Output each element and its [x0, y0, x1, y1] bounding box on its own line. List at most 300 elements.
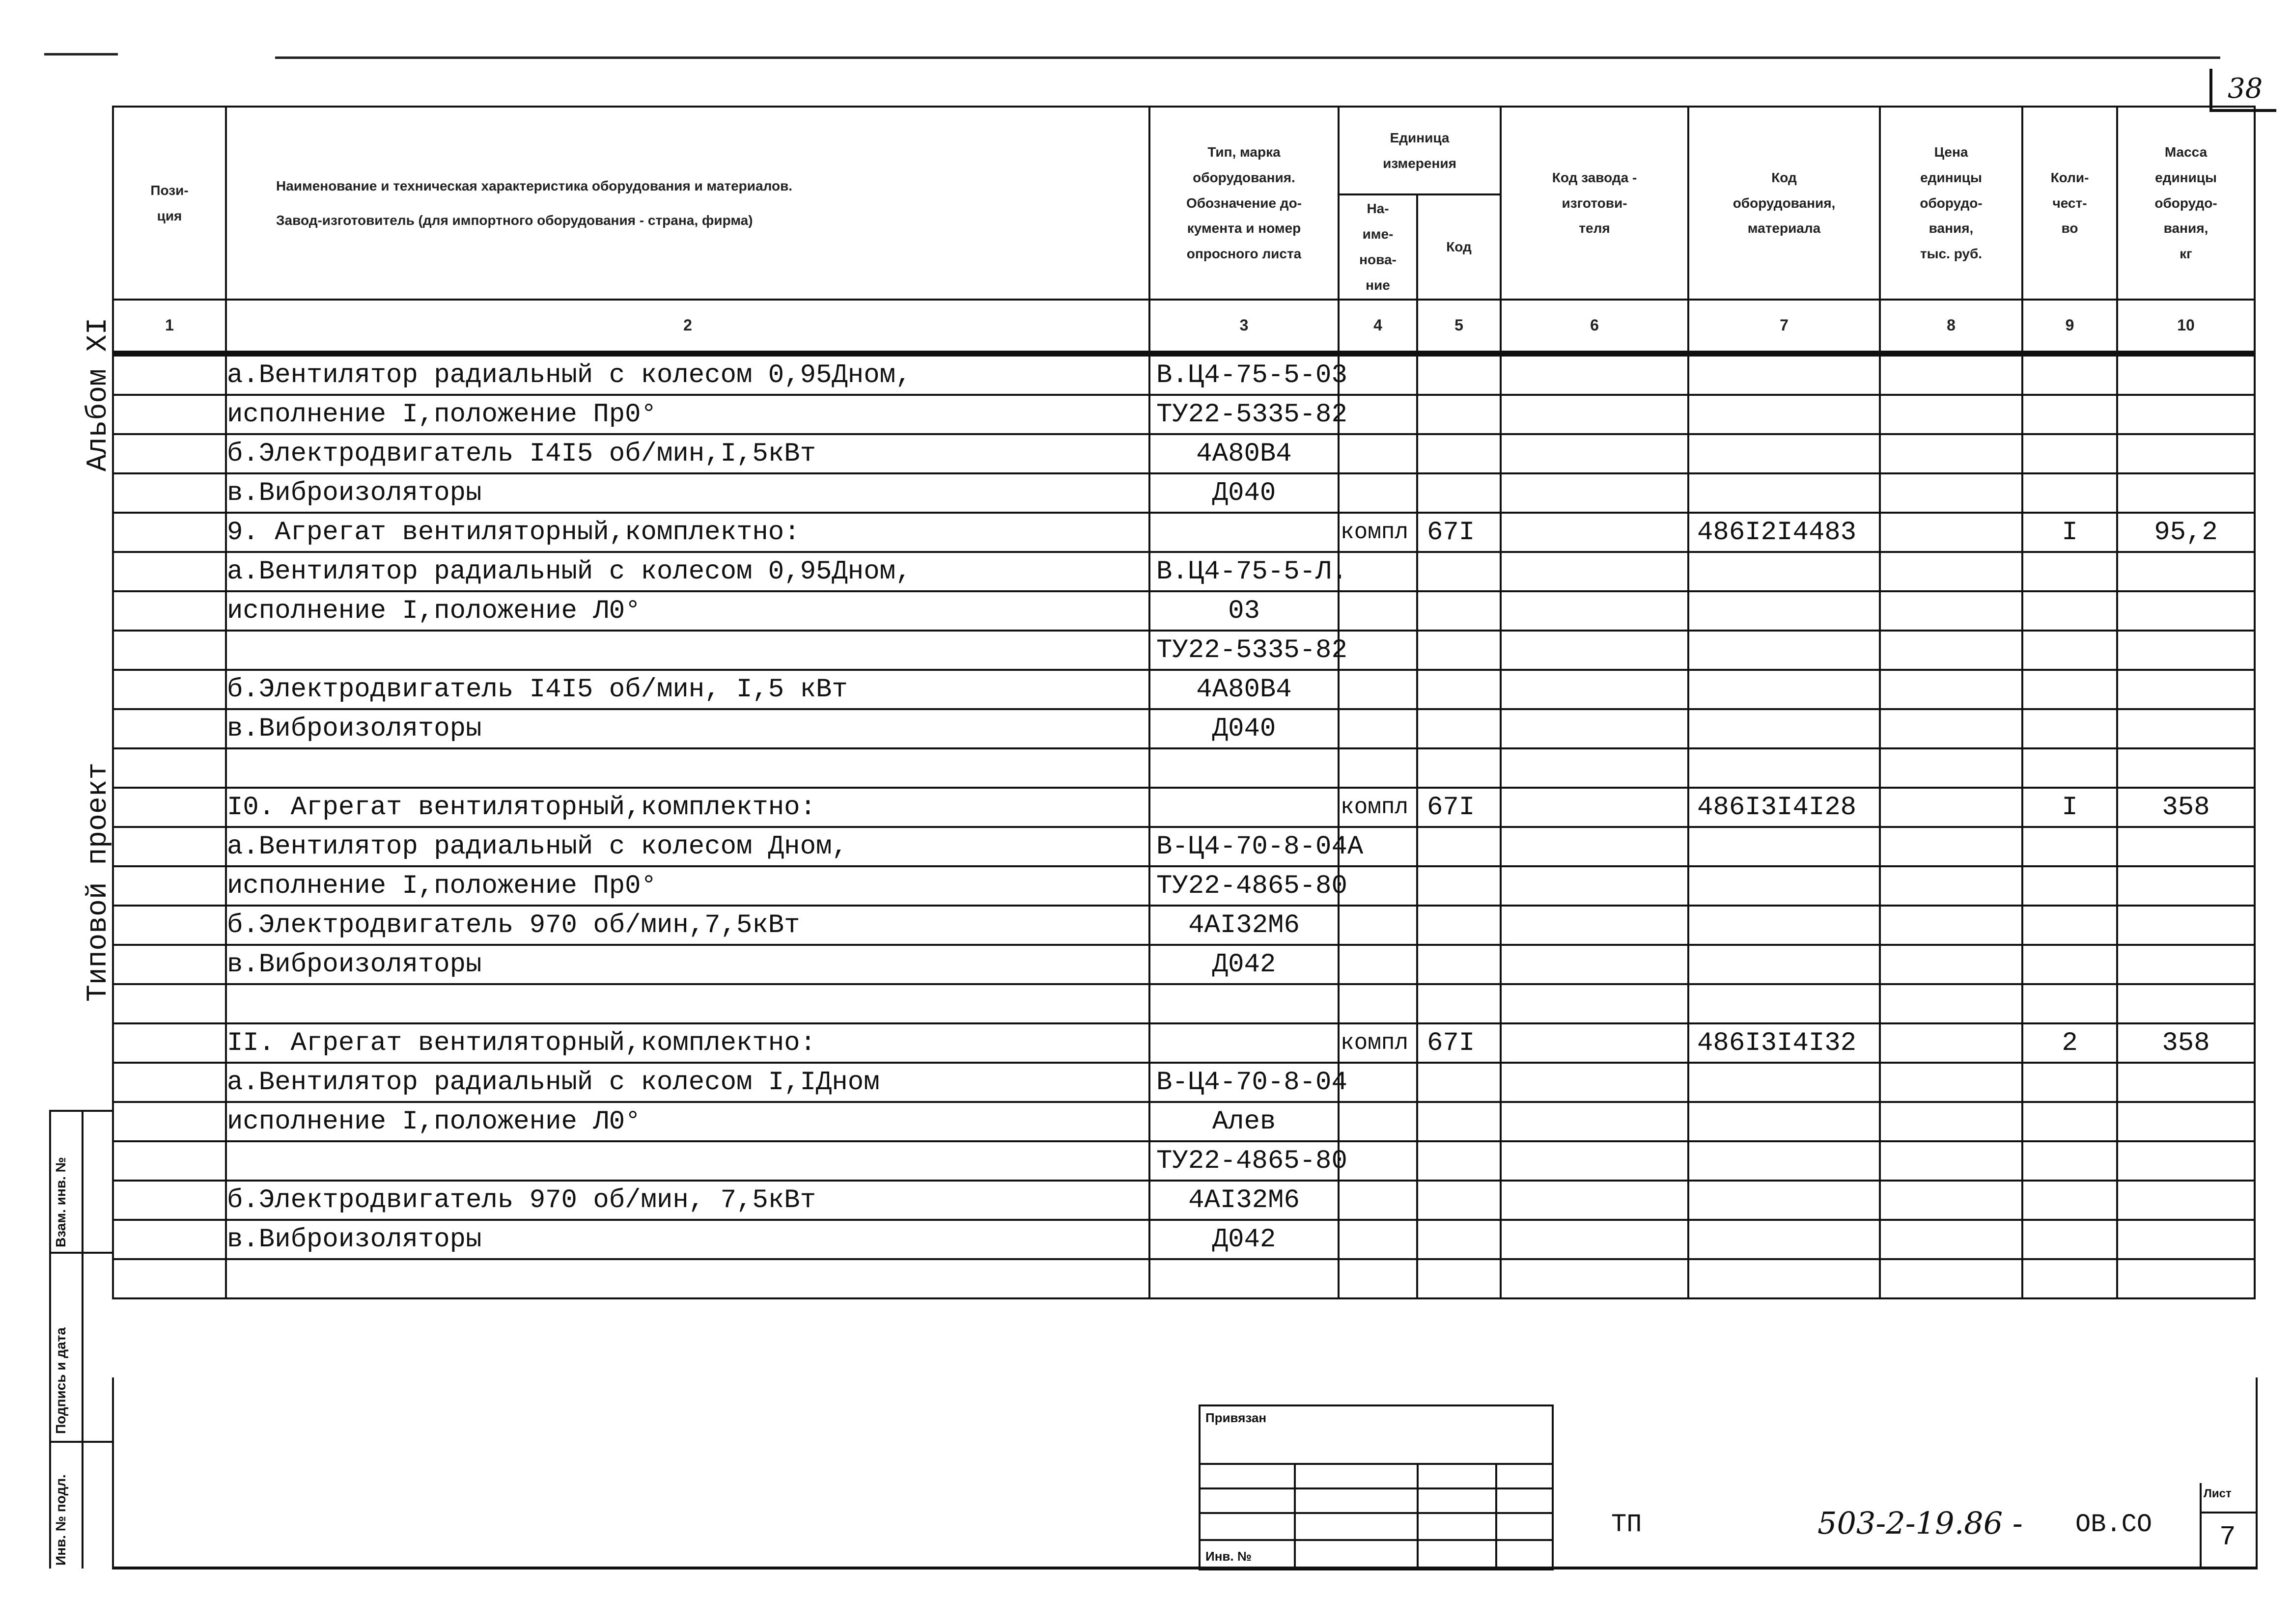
item-name-cell: исполнение I,положение Л0°	[226, 591, 1149, 631]
unit-name-cell	[1339, 473, 1417, 513]
factory-code-cell	[1501, 1063, 1688, 1102]
table-row	[113, 354, 2255, 395]
unit-code-cell: 67I	[1417, 513, 1501, 552]
item-name-cell	[226, 631, 1149, 670]
position-cell	[113, 1141, 226, 1181]
unit-name-cell	[1339, 866, 1417, 906]
item-type-cell: Д040	[1149, 709, 1339, 748]
price-cell	[1880, 670, 2022, 709]
mass-cell	[2117, 945, 2255, 984]
mass-cell	[2117, 1102, 2255, 1141]
item-type-cell: ТУ22-4865-80	[1149, 1141, 1339, 1181]
unit-name-cell	[1339, 1181, 1417, 1220]
table-row	[113, 395, 2255, 434]
quantity-cell: I	[2022, 513, 2117, 552]
table-row	[113, 866, 2255, 906]
item-name-cell: а.Вентилятор радиальный с колесом 0,95Дном,	[226, 354, 1149, 395]
equipment-code-cell: 486I2I4483	[1688, 513, 1880, 552]
position-cell	[113, 354, 226, 395]
item-name-cell: в.Виброизоляторы	[226, 473, 1149, 513]
table-row	[113, 1063, 2255, 1102]
equipment-code-cell	[1688, 866, 1880, 906]
price-cell	[1880, 788, 2022, 827]
column-number: 7	[1688, 300, 1880, 354]
item-type-cell: 03	[1149, 591, 1339, 631]
unit-code-cell	[1417, 354, 1501, 395]
quantity-cell	[2022, 866, 2117, 906]
item-name-cell: I0. Агрегат вентиляторный,комплектно:	[226, 788, 1149, 827]
equipment-code-cell	[1688, 1259, 1880, 1298]
factory-code-cell	[1501, 906, 1688, 945]
unit-name-cell	[1339, 354, 1417, 395]
quantity-cell	[2022, 473, 2117, 513]
item-name-cell: б.Электродвигатель I4I5 об/мин, I,5 кВт	[226, 670, 1149, 709]
quantity-cell	[2022, 709, 2117, 748]
item-name-cell: исполнение I,положение Л0°	[226, 1102, 1149, 1141]
factory-code-cell	[1501, 1259, 1688, 1298]
equipment-code-cell	[1688, 709, 1880, 748]
mass-cell	[2117, 434, 2255, 473]
position-cell	[113, 748, 226, 788]
header-equipment-code: Код оборудования, материала	[1688, 107, 1880, 300]
position-cell	[113, 591, 226, 631]
quantity-cell: I	[2022, 788, 2117, 827]
table-row	[113, 1141, 2255, 1181]
table-row	[113, 1220, 2255, 1259]
quantity-cell	[2022, 1259, 2117, 1298]
price-cell	[1880, 984, 2022, 1023]
table-row	[113, 1102, 2255, 1141]
scan-line	[275, 56, 2220, 59]
equipment-code-cell	[1688, 631, 1880, 670]
equipment-code-cell	[1688, 748, 1880, 788]
item-type-cell	[1149, 748, 1339, 788]
stamp-sign-label: Подпись и дата	[53, 1327, 68, 1434]
position-cell	[113, 906, 226, 945]
unit-name-cell	[1339, 945, 1417, 984]
unit-code-cell: 67I	[1417, 788, 1501, 827]
price-cell	[1880, 1102, 2022, 1141]
inventory-number-label: Инв. №	[1205, 1549, 1252, 1564]
item-name-cell: исполнение I,положение Пр0°	[226, 866, 1149, 906]
quantity-cell	[2022, 1141, 2117, 1181]
table-row	[113, 552, 2255, 591]
factory-code-cell	[1501, 748, 1688, 788]
equipment-code-cell	[1688, 1220, 1880, 1259]
item-type-cell	[1149, 788, 1339, 827]
column-number: 2	[226, 300, 1149, 354]
factory-code-cell	[1501, 1220, 1688, 1259]
item-name-cell: 9. Агрегат вентиляторный,комплектно:	[226, 513, 1149, 552]
mass-cell	[2117, 866, 2255, 906]
unit-code-cell	[1417, 709, 1501, 748]
table-row	[113, 827, 2255, 866]
unit-code-cell	[1417, 670, 1501, 709]
position-cell	[113, 631, 226, 670]
equipment-code-cell	[1688, 354, 1880, 395]
factory-code-cell	[1501, 395, 1688, 434]
item-name-cell: а.Вентилятор радиальный с колесом Дном,	[226, 827, 1149, 866]
position-cell	[113, 670, 226, 709]
price-cell	[1880, 827, 2022, 866]
price-cell	[1880, 1220, 2022, 1259]
unit-code-cell: 67I	[1417, 1023, 1501, 1063]
specification-table	[112, 106, 2256, 1299]
unit-name-cell	[1339, 1220, 1417, 1259]
position-cell	[113, 552, 226, 591]
table-row	[113, 434, 2255, 473]
unit-code-cell	[1417, 395, 1501, 434]
price-cell	[1880, 1141, 2022, 1181]
item-name-cell: в.Виброизоляторы	[226, 709, 1149, 748]
item-type-cell: 4АI32М6	[1149, 906, 1339, 945]
table-row	[113, 1181, 2255, 1220]
mass-cell: 95,2	[2117, 513, 2255, 552]
item-name-cell	[226, 1259, 1149, 1298]
column-number: 9	[2022, 300, 2117, 354]
unit-name-cell	[1339, 1259, 1417, 1298]
price-cell	[1880, 1023, 2022, 1063]
unit-code-cell	[1417, 906, 1501, 945]
item-name-cell	[226, 1141, 1149, 1181]
table-row	[113, 670, 2255, 709]
unit-code-cell	[1417, 434, 1501, 473]
privyazan-box	[1199, 1404, 1554, 1570]
equipment-code-cell: 486I3I4I32	[1688, 1023, 1880, 1063]
price-cell	[1880, 631, 2022, 670]
column-number: 8	[1880, 300, 2022, 354]
unit-name-cell	[1339, 906, 1417, 945]
quantity-cell	[2022, 670, 2117, 709]
header-name: Наименование и техническая характеристика оборудования и материалов. Завод-изготовитель (для импортного оборудования - страна, фирма)	[226, 107, 1149, 300]
position-cell	[113, 1102, 226, 1141]
position-cell	[113, 788, 226, 827]
header-mass: Масса единицы оборудо- вания, кг	[2117, 107, 2255, 300]
factory-code-cell	[1501, 1181, 1688, 1220]
unit-code-cell	[1417, 945, 1501, 984]
unit-code-cell	[1417, 552, 1501, 591]
item-name-cell: II. Агрегат вентиляторный,комплектно:	[226, 1023, 1149, 1063]
table-row	[113, 709, 2255, 748]
document-suffix: ОВ.СО	[2075, 1510, 2152, 1539]
item-type-cell: В.Ц4-75-5-Л.	[1149, 552, 1339, 591]
header-unit: Единица измерения	[1339, 107, 1501, 194]
price-cell	[1880, 513, 2022, 552]
mass-cell	[2117, 1063, 2255, 1102]
item-type-cell: Д042	[1149, 1220, 1339, 1259]
factory-code-cell	[1501, 591, 1688, 631]
mass-cell	[2117, 631, 2255, 670]
mass-cell	[2117, 473, 2255, 513]
header-factory-code: Код завода - изготови- теля	[1501, 107, 1688, 300]
item-name-cell: б.Электродвигатель 970 об/мин, 7,5кВт	[226, 1181, 1149, 1220]
item-name-cell: а.Вентилятор радиальный с колесом 0,95Дном,	[226, 552, 1149, 591]
header-quantity: Коли- чест- во	[2022, 107, 2117, 300]
item-type-cell	[1149, 513, 1339, 552]
unit-code-cell	[1417, 984, 1501, 1023]
item-type-cell: В-Ц4-70-8-04А	[1149, 827, 1339, 866]
sheet-number: 7	[2219, 1521, 2236, 1553]
column-number: 4	[1339, 300, 1417, 354]
factory-code-cell	[1501, 631, 1688, 670]
tp-label: ТП	[1611, 1510, 1642, 1539]
factory-code-cell	[1501, 513, 1688, 552]
mass-cell	[2117, 395, 2255, 434]
price-cell	[1880, 354, 2022, 395]
position-cell	[113, 1259, 226, 1298]
unit-code-cell	[1417, 591, 1501, 631]
project-label: Типовой проект	[83, 762, 114, 1002]
position-cell	[113, 1063, 226, 1102]
unit-name-cell	[1339, 434, 1417, 473]
mass-cell	[2117, 748, 2255, 788]
quantity-cell: 2	[2022, 1023, 2117, 1063]
position-cell	[113, 473, 226, 513]
mass-cell	[2117, 827, 2255, 866]
unit-name-cell	[1339, 552, 1417, 591]
unit-name-cell	[1339, 709, 1417, 748]
header-unit-code: Код	[1417, 194, 1501, 300]
item-name-cell: б.Электродвигатель I4I5 об/мин,I,5кВт	[226, 434, 1149, 473]
item-type-cell: Д042	[1149, 945, 1339, 984]
item-type-cell	[1149, 1259, 1339, 1298]
item-name-cell: исполнение I,положение Пр0°	[226, 395, 1149, 434]
quantity-cell	[2022, 1220, 2117, 1259]
mass-cell	[2117, 984, 2255, 1023]
item-name-cell: б.Электродвигатель 970 об/мин,7,5кВт	[226, 906, 1149, 945]
item-name-cell: а.Вентилятор радиальный с колесом I,IДном	[226, 1063, 1149, 1102]
price-cell	[1880, 906, 2022, 945]
unit-code-cell	[1417, 827, 1501, 866]
equipment-code-cell	[1688, 395, 1880, 434]
header-position: Пози- ция	[113, 107, 226, 300]
factory-code-cell	[1501, 866, 1688, 906]
equipment-code-cell	[1688, 1063, 1880, 1102]
position-cell	[113, 984, 226, 1023]
position-cell	[113, 395, 226, 434]
column-number: 10	[2117, 300, 2255, 354]
privyazan-label: Привязан	[1205, 1410, 1267, 1425]
header-price: Цена единицы оборудо- вания, тыс. руб.	[1880, 107, 2022, 300]
column-number: 6	[1501, 300, 1688, 354]
table-row	[113, 906, 2255, 945]
quantity-cell	[2022, 748, 2117, 788]
unit-code-cell	[1417, 866, 1501, 906]
quantity-cell	[2022, 631, 2117, 670]
price-cell	[1880, 748, 2022, 788]
item-type-cell	[1149, 984, 1339, 1023]
mass-cell	[2117, 670, 2255, 709]
position-cell	[113, 1181, 226, 1220]
item-type-cell: В-Ц4-70-8-04	[1149, 1063, 1339, 1102]
quantity-cell	[2022, 984, 2117, 1023]
position-cell	[113, 1023, 226, 1063]
unit-code-cell	[1417, 1141, 1501, 1181]
price-cell	[1880, 866, 2022, 906]
factory-code-cell	[1501, 1141, 1688, 1181]
mass-cell	[2117, 591, 2255, 631]
mass-cell	[2117, 1220, 2255, 1259]
table-row	[113, 1023, 2255, 1063]
price-cell	[1880, 1259, 2022, 1298]
mass-cell	[2117, 1259, 2255, 1298]
unit-name-cell	[1339, 631, 1417, 670]
unit-name-cell	[1339, 1102, 1417, 1141]
quantity-cell	[2022, 906, 2117, 945]
equipment-code-cell	[1688, 827, 1880, 866]
header-unit-name: На- име- нова- ние	[1339, 194, 1417, 300]
table-row	[113, 513, 2255, 552]
sheet-label: Лист	[2204, 1487, 2232, 1500]
page-number: 38	[2228, 73, 2263, 105]
item-type-cell	[1149, 1023, 1339, 1063]
factory-code-cell	[1501, 1023, 1688, 1063]
item-type-cell: Алев	[1149, 1102, 1339, 1141]
document-code: 503-2-19.86 -	[1817, 1505, 2023, 1541]
unit-name-cell: компл	[1339, 788, 1417, 827]
column-number: 5	[1417, 300, 1501, 354]
mass-cell	[2117, 1181, 2255, 1220]
position-cell	[113, 513, 226, 552]
mass-cell	[2117, 354, 2255, 395]
quantity-cell	[2022, 434, 2117, 473]
quantity-cell	[2022, 395, 2117, 434]
position-cell	[113, 945, 226, 984]
position-cell	[113, 827, 226, 866]
quantity-cell	[2022, 1102, 2117, 1141]
unit-name-cell: компл	[1339, 1023, 1417, 1063]
mass-cell: 358	[2117, 788, 2255, 827]
item-name-cell	[226, 984, 1149, 1023]
unit-code-cell	[1417, 1220, 1501, 1259]
factory-code-cell	[1501, 827, 1688, 866]
unit-name-cell	[1339, 984, 1417, 1023]
position-cell	[113, 1220, 226, 1259]
mass-cell	[2117, 552, 2255, 591]
item-type-cell: ТУ22-4865-80	[1149, 866, 1339, 906]
equipment-code-cell: 486I3I4I28	[1688, 788, 1880, 827]
table-row	[113, 1259, 2255, 1298]
unit-name-cell	[1339, 748, 1417, 788]
equipment-code-cell	[1688, 434, 1880, 473]
table-row	[113, 788, 2255, 827]
quantity-cell	[2022, 591, 2117, 631]
item-type-cell: ТУ22-5335-82	[1149, 631, 1339, 670]
unit-name-cell	[1339, 395, 1417, 434]
factory-code-cell	[1501, 984, 1688, 1023]
item-type-cell: Д040	[1149, 473, 1339, 513]
mass-cell	[2117, 906, 2255, 945]
price-cell	[1880, 434, 2022, 473]
unit-code-cell	[1417, 631, 1501, 670]
price-cell	[1880, 395, 2022, 434]
table-row	[113, 748, 2255, 788]
equipment-code-cell	[1688, 945, 1880, 984]
position-cell	[113, 866, 226, 906]
price-cell	[1880, 473, 2022, 513]
stamp-vzam-label: Взам. инв. №	[53, 1157, 68, 1247]
unit-code-cell	[1417, 1259, 1501, 1298]
unit-code-cell	[1417, 748, 1501, 788]
mass-cell: 358	[2117, 1023, 2255, 1063]
quantity-cell	[2022, 1063, 2117, 1102]
unit-name-cell	[1339, 1063, 1417, 1102]
quantity-cell	[2022, 552, 2117, 591]
unit-name-cell	[1339, 1141, 1417, 1181]
price-cell	[1880, 1063, 2022, 1102]
factory-code-cell	[1501, 473, 1688, 513]
position-cell	[113, 709, 226, 748]
item-type-cell: ТУ22-5335-82	[1149, 395, 1339, 434]
specification-body	[113, 354, 2255, 1298]
header-type: Тип, марка оборудования. Обозначение до- кумента и номер опросного листа	[1149, 107, 1339, 300]
mass-cell	[2117, 709, 2255, 748]
unit-code-cell	[1417, 1102, 1501, 1141]
equipment-code-cell	[1688, 552, 1880, 591]
equipment-code-cell	[1688, 591, 1880, 631]
equipment-code-cell	[1688, 1102, 1880, 1141]
unit-code-cell	[1417, 1181, 1501, 1220]
unit-name-cell	[1339, 591, 1417, 631]
unit-code-cell	[1417, 473, 1501, 513]
mass-cell	[2117, 1141, 2255, 1181]
price-cell	[1880, 945, 2022, 984]
price-cell	[1880, 552, 2022, 591]
factory-code-cell	[1501, 709, 1688, 748]
equipment-code-cell	[1688, 1181, 1880, 1220]
equipment-code-cell	[1688, 1141, 1880, 1181]
unit-name-cell: компл	[1339, 513, 1417, 552]
scan-line	[44, 53, 118, 55]
item-name-cell: в.Виброизоляторы	[226, 945, 1149, 984]
album-label: Альбом XI	[83, 317, 114, 471]
equipment-code-cell	[1688, 906, 1880, 945]
item-name-cell: в.Виброизоляторы	[226, 1220, 1149, 1259]
price-cell	[1880, 1181, 2022, 1220]
price-cell	[1880, 709, 2022, 748]
column-number: 1	[113, 300, 226, 354]
table-row	[113, 984, 2255, 1023]
equipment-code-cell	[1688, 670, 1880, 709]
equipment-code-cell	[1688, 984, 1880, 1023]
factory-code-cell	[1501, 552, 1688, 591]
item-type-cell: 4А80В4	[1149, 434, 1339, 473]
stamp-inv-label: Инв. № подл.	[53, 1474, 68, 1566]
factory-code-cell	[1501, 434, 1688, 473]
item-type-cell: В.Ц4-75-5-03	[1149, 354, 1339, 395]
column-number: 3	[1149, 300, 1339, 354]
quantity-cell	[2022, 945, 2117, 984]
quantity-cell	[2022, 1181, 2117, 1220]
table-row	[113, 473, 2255, 513]
table-row	[113, 591, 2255, 631]
table-row	[113, 945, 2255, 984]
factory-code-cell	[1501, 1102, 1688, 1141]
factory-code-cell	[1501, 354, 1688, 395]
factory-code-cell	[1501, 788, 1688, 827]
table-row	[113, 631, 2255, 670]
unit-code-cell	[1417, 1063, 1501, 1102]
quantity-cell	[2022, 827, 2117, 866]
price-cell	[1880, 591, 2022, 631]
item-type-cell: 4А80В4	[1149, 670, 1339, 709]
quantity-cell	[2022, 354, 2117, 395]
factory-code-cell	[1501, 945, 1688, 984]
equipment-code-cell	[1688, 473, 1880, 513]
position-cell	[113, 434, 226, 473]
factory-code-cell	[1501, 670, 1688, 709]
item-type-cell: 4АI32М6	[1149, 1181, 1339, 1220]
